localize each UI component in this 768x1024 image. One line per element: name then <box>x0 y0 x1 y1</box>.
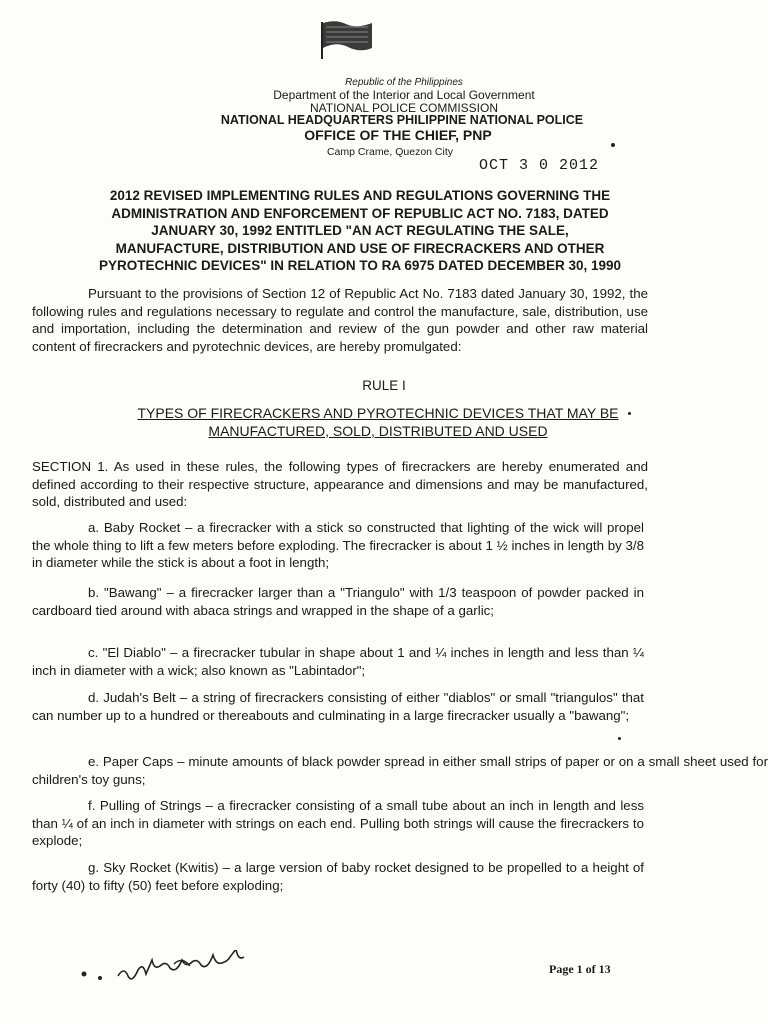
speck <box>628 412 631 415</box>
section-1: SECTION 1. As used in these rules, the following types of firecrackers are hereby enumerated and defined according to their respective structure, appearance and dimensions and may be manufactured, sold, distributed and used: <box>32 459 648 509</box>
rule-title <box>40 404 716 440</box>
list-item <box>32 753 768 788</box>
handwritten-signature-icon <box>78 950 288 990</box>
title-line: MANUFACTURE, DISTRIBUTION AND USE OF FIRECRACKERS AND OTHER <box>115 240 605 256</box>
list-item-text: g. Sky Rocket (Kwitis) – a large version of baby rocket designed to be propelled to a height of forty (40) to fifty (50) feet before exploding; <box>32 860 644 893</box>
date-stamp: OCT 3 0 2012 <box>479 157 600 174</box>
header-headquarters: NATIONAL HEADQUARTERS PHILIPPINE NATIONAL POLICE <box>220 113 584 127</box>
list-item-text: d. Judah's Belt – a string of firecrackers consisting of either "diablos" or small "triangulos" that can number up to a hundred or thereabouts and culminating in a large firecracker usually a "bawang"; <box>32 690 644 723</box>
header-commission: NATIONAL POLICE COMMISSION <box>309 101 499 115</box>
list-item <box>32 644 644 679</box>
list-item <box>32 859 644 894</box>
speck <box>618 737 621 740</box>
list-item-text: c. "El Diablo" – a firecracker tubular in shape about 1 and ¼ inches in length and less than ¼ inch in diameter with a wick; also known as "Labintador"; <box>32 645 644 678</box>
list-item <box>32 519 644 572</box>
list-item-text: b. "Bawang" – a firecracker larger than a "Triangulo" with 1/3 teaspoon of powder packed in cardboard tied around with abaca strings and wrapped in the shape of a garlic; <box>32 585 644 618</box>
list-item <box>32 797 644 850</box>
list-item <box>32 584 644 619</box>
rule-title-line: MANUFACTURED, SOLD, DISTRIBUTED AND USED <box>208 423 548 439</box>
rule-title-line: TYPES OF FIRECRACKERS AND PYROTECHNIC DEVICES THAT MAY BE <box>137 405 619 421</box>
intro-text: Pursuant to the provisions of Section 12 of Republic Act No. 7183 dated January 30, 1992, the following rules and regulations necessary to regulate and control the manufacture, sale, distribution, use and importation, including the determination and review of the gun powder and other raw material content of firecrackers and pyrotechnic devices, are hereby promulgated: <box>32 286 648 354</box>
header-office: OFFICE OF THE CHIEF, PNP <box>304 127 492 143</box>
page-number: Page 1 of 13 <box>549 962 611 976</box>
title-line: ADMINISTRATION AND ENFORCEMENT OF REPUBLIC ACT NO. 7183, DATED <box>111 205 609 221</box>
header-republic: Republic of the Philippines <box>345 77 463 88</box>
header-location: Camp Crame, Quezon City <box>326 146 454 158</box>
document-title <box>40 187 680 275</box>
list-item-text: a. Baby Rocket – a firecracker with a stick so constructed that lighting of the wick will propel the whole thing to lift a few meters before exploding. The firecracker is about 1 ½ inches in length by 3/8 in diameter while the stick is about a foot in length; <box>32 520 644 570</box>
title-line: PYROTECHNIC DEVICES" IN RELATION TO RA 6975 DATED DECEMBER 30, 1990 <box>98 258 621 273</box>
title-line: 2012 REVISED IMPLEMENTING RULES AND REGULATIONS GOVERNING THE <box>109 188 611 203</box>
list-item <box>32 689 644 724</box>
intro-paragraph <box>32 285 648 355</box>
list-item-text: e. Paper Caps – minute amounts of black powder spread in either small strips of paper or on a small sheet used for children's toy guns; <box>32 754 768 787</box>
rule-heading: RULE I <box>362 378 406 393</box>
title-line: JANUARY 30, 1992 ENTITLED "AN ACT REGULATING THE SALE, <box>151 223 569 238</box>
list-item-text: f. Pulling of Strings – a firecracker consisting of a small tube about an inch in length and less than ¼ of an inch in diameter with strings on each end. Pulling both strings will cause the firecrackers to explode; <box>32 798 644 848</box>
header-department: Department of the Interior and Local Government <box>273 88 535 102</box>
speck <box>611 143 615 147</box>
flag-seal-icon <box>318 18 374 60</box>
